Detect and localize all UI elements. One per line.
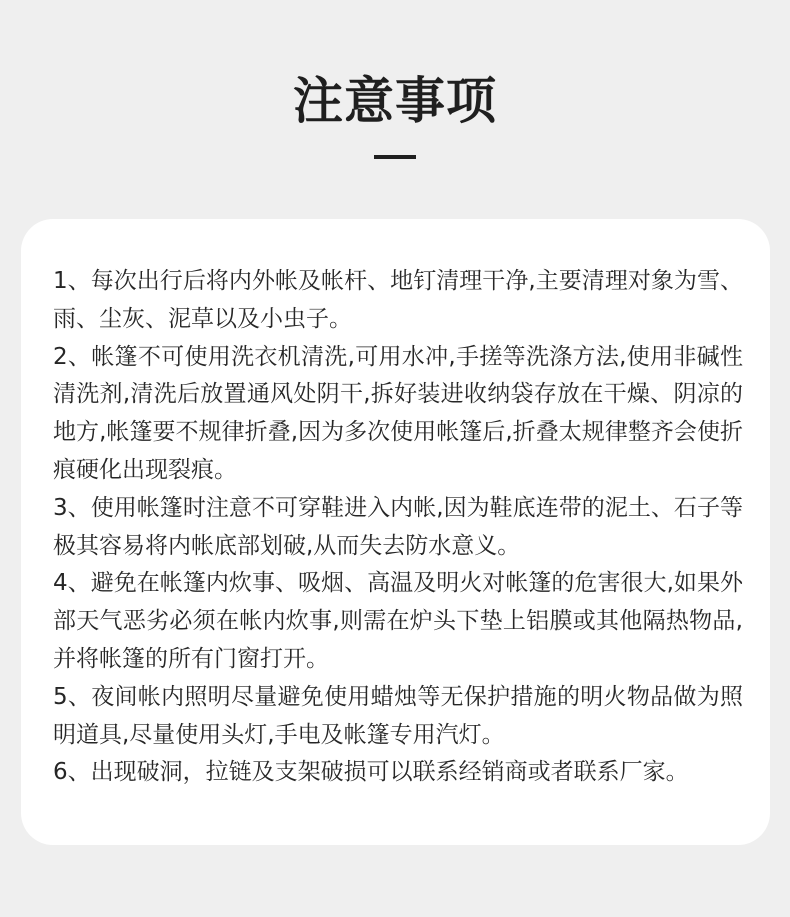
note-item-1: 1、每次出行后将内外帐及帐杆、地钉清理干净,主要清理对象为雪、雨、尘灰、泥草以及小虫子。 [53, 268, 743, 332]
page-title: 注意事项 [293, 72, 497, 130]
notes-list [53, 263, 743, 792]
note-item-2: 2、帐篷不可使用洗衣机清洗,可用水冲,手搓等洗涤方法,使用非碱性清洗剂,清洗后放置通风处阴干,拆好装进收纳袋存放在干燥、阴凉的地方,帐篷要不规律折叠,因为多次使用帐篷后,折叠太规律整齐会使折痕硬化出现裂痕。 [53, 343, 743, 483]
note-item-6: 6、出现破洞，拉链及支架破损可以联系经销商或者联系厂家。 [53, 759, 689, 786]
title-divider [374, 155, 416, 159]
note-item-5: 5、夜间帐内照明尽量避免使用蜡烛等无保护措施的明火物品做为照明道具,尽量使用头灯,手电及帐篷专用汽灯。 [53, 683, 743, 748]
note-item-3: 3、使用帐篷时注意不可穿鞋进入内帐,因为鞋底连带的泥土、石子等极其容易将内帐底部划破,从而失去防水意义。 [53, 494, 743, 559]
notes-card [21, 219, 770, 845]
note-item-4: 4、避免在帐篷内炊事、吸烟、高温及明火对帐篷的危害很大,如果外部天气恶劣必须在帐内炊事,则需在炉头下垫上铝膜或其他隔热物品,并将帐篷的所有门窗打开。 [53, 570, 743, 672]
